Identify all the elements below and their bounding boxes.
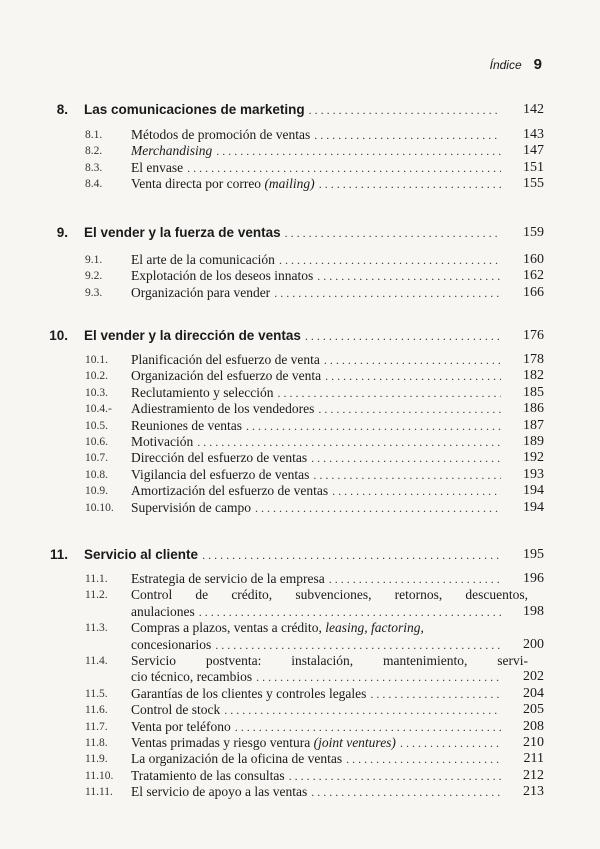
section-page: 143 — [523, 127, 544, 142]
section-title: El arte de la comunicación — [131, 252, 275, 267]
section-title: Supervisión de campo — [131, 499, 251, 515]
section-number: 11.2. — [85, 589, 108, 602]
section-title-italic: (joint ventures) — [313, 734, 396, 750]
section-number: 11.6. — [85, 704, 108, 717]
section-title: El envase — [131, 159, 184, 175]
toc-entry — [0, 434, 600, 450]
section-list — [0, 252, 600, 301]
dot-leader — [255, 500, 501, 516]
chapter-number: 9. — [56, 225, 68, 240]
chapter-9 — [0, 225, 600, 301]
section-number: 8.2. — [85, 145, 103, 158]
section-title: Planificación del esfuerzo de venta — [131, 352, 320, 367]
section-number: 10.9. — [85, 485, 108, 498]
section-number: 9.3. — [85, 286, 103, 299]
section-number: 10.6. — [85, 435, 108, 448]
section-number: 10.4.- — [85, 403, 112, 416]
header-label: Índice — [489, 58, 522, 72]
dot-leader — [279, 252, 501, 268]
section-title: Adiestramiento de los vendedores — [131, 401, 315, 417]
section-page: 147 — [523, 143, 544, 159]
section-page: 166 — [523, 284, 544, 300]
section-page: 196 — [523, 571, 544, 586]
running-header — [490, 56, 542, 73]
section-number: 10.5. — [85, 419, 108, 432]
section-page: 192 — [523, 450, 544, 466]
dot-leader — [216, 143, 501, 159]
section-page: 155 — [523, 176, 544, 192]
toc-entry — [0, 500, 600, 516]
toc-entry — [0, 784, 600, 800]
chapter-number: 8. — [56, 102, 68, 117]
toc-entry — [0, 620, 600, 653]
section-number: 11.7. — [85, 720, 108, 733]
chapter-heading — [0, 102, 600, 122]
section-page: 198 — [523, 603, 544, 619]
dot-leader — [317, 268, 501, 284]
section-number: 10.10. — [85, 501, 114, 514]
dot-leader — [256, 669, 501, 685]
section-title-line1-italic: leasing, factoring, — [325, 620, 424, 636]
toc-entry — [0, 401, 600, 417]
section-number: 11.8. — [85, 736, 108, 749]
section-page: 213 — [523, 784, 544, 800]
dot-leader — [332, 483, 501, 499]
dot-leader — [329, 571, 501, 587]
toc-entry — [0, 719, 600, 735]
toc-entry — [0, 268, 600, 284]
section-page: 193 — [523, 466, 544, 482]
toc-entry — [0, 571, 600, 587]
section-page: 194 — [523, 499, 544, 515]
section-number: 11.1. — [85, 573, 108, 585]
chapter-page: 176 — [523, 328, 544, 343]
dot-leader — [199, 604, 501, 620]
section-title: Reuniones de ventas — [131, 417, 242, 433]
section-list — [0, 571, 600, 801]
chapter-page: 142 — [523, 102, 544, 117]
section-page: 186 — [523, 401, 544, 417]
dot-leader — [277, 385, 501, 401]
section-number: 11.11. — [85, 786, 113, 799]
section-number: 10.2. — [85, 370, 108, 383]
section-page: 178 — [523, 352, 544, 367]
dot-leader — [202, 548, 501, 563]
section-page: 211 — [523, 751, 544, 767]
section-page: 200 — [523, 636, 544, 652]
chapter-title: Las comunicaciones de marketing — [84, 102, 305, 117]
section-number: 11.5. — [85, 687, 108, 700]
chapter-11 — [0, 547, 600, 801]
section-title: El servicio de apoyo a las ventas — [131, 784, 308, 800]
toc-entry — [0, 418, 600, 434]
section-title: Tratamiento de las consultas — [131, 767, 285, 783]
section-title: Venta por teléfono — [131, 718, 231, 734]
chapter-number: 10. — [49, 328, 68, 343]
toc-entry — [0, 686, 600, 702]
section-page: 160 — [523, 252, 544, 267]
section-title: Motivación — [131, 433, 194, 449]
chapter-heading — [0, 547, 600, 567]
section-number: 10.7. — [85, 452, 108, 465]
toc-entry — [0, 587, 600, 620]
toc-entry — [0, 252, 600, 268]
section-page: 151 — [523, 159, 544, 175]
section-title: La organización de la oficina de ventas — [131, 751, 343, 767]
section-number: 11.10. — [85, 769, 114, 782]
section-list — [0, 127, 600, 193]
section-title-italic: (mailing) — [264, 176, 315, 192]
section-title-line2: cio técnico, recambios — [131, 669, 253, 685]
section-title: Organización del esfuerzo de venta — [131, 368, 322, 384]
dot-leader — [309, 103, 501, 118]
section-title: Vigilancia del esfuerzo de ventas — [131, 466, 310, 482]
section-title: Organización para vender — [131, 284, 271, 300]
section-title: Control de stock — [131, 702, 221, 718]
section-title-line1: Control de crédito, subvenciones, retornos, descuentos, — [131, 587, 528, 603]
dot-leader — [187, 160, 501, 176]
dot-leader — [313, 467, 501, 483]
section-number: 11.4. — [85, 654, 108, 667]
section-title: Merchandising — [131, 143, 213, 159]
dot-leader — [289, 768, 501, 784]
chapter-page: 195 — [523, 547, 544, 562]
dot-leader — [311, 784, 501, 800]
chapter-8 — [0, 102, 600, 193]
dot-leader — [324, 352, 501, 368]
section-title: Garantías de los clientes y controles legales — [131, 685, 367, 701]
section-title-line1 — [131, 620, 528, 636]
section-title-line2: concesionarios — [131, 636, 212, 652]
section-page: 204 — [523, 685, 544, 701]
toc-entry — [0, 352, 600, 368]
section-number: 10.8. — [85, 468, 108, 481]
section-number: 8.3. — [85, 161, 103, 174]
toc-entry — [0, 483, 600, 499]
section-number: 9.1. — [85, 254, 103, 266]
toc-entry — [0, 450, 600, 466]
section-page: 202 — [523, 669, 544, 685]
section-number: 8.1. — [85, 129, 103, 141]
section-title: Estrategia de servicio de la empresa — [131, 571, 325, 586]
chapter-heading — [0, 328, 600, 348]
dot-leader — [235, 719, 501, 735]
dot-leader — [319, 176, 501, 192]
toc-entry — [0, 368, 600, 384]
section-number: 9.2. — [85, 270, 103, 283]
section-title: Dirección del esfuerzo de ventas — [131, 450, 308, 466]
section-page: 205 — [523, 702, 544, 718]
section-page: 194 — [523, 483, 544, 499]
section-number: 8.4. — [85, 178, 103, 191]
chapter-10 — [0, 328, 600, 516]
chapter-title: Servicio al cliente — [84, 547, 199, 562]
section-title: Métodos de promoción de ventas — [131, 127, 311, 142]
dot-leader — [197, 434, 501, 450]
toc-entry — [0, 735, 600, 751]
section-page: 162 — [523, 268, 544, 284]
dot-leader — [285, 226, 501, 241]
toc-entry — [0, 768, 600, 784]
dot-leader — [215, 637, 501, 653]
chapter-number: 11. — [49, 547, 68, 562]
section-number: 11.3. — [85, 622, 108, 635]
section-title: Ventas primadas y riesgo ventura — [131, 734, 311, 750]
section-page: 208 — [523, 718, 544, 734]
dot-leader — [346, 751, 501, 767]
section-number: 11.9. — [85, 753, 108, 766]
toc-entry — [0, 160, 600, 176]
section-page: 185 — [523, 384, 544, 400]
toc-entry — [0, 385, 600, 401]
toc-entry — [0, 285, 600, 301]
toc-entry — [0, 127, 600, 143]
header-page-number: 9 — [533, 56, 542, 73]
section-page: 212 — [523, 767, 544, 783]
section-page: 182 — [523, 368, 544, 384]
dot-leader — [311, 450, 501, 466]
section-title-line2: anulaciones — [131, 603, 195, 619]
toc-entry — [0, 467, 600, 483]
dot-leader — [370, 686, 501, 702]
section-page: 189 — [523, 433, 544, 449]
section-number: 10.3. — [85, 386, 108, 399]
section-page: 210 — [523, 734, 544, 750]
dot-leader — [224, 702, 501, 718]
toc-entry — [0, 653, 600, 686]
chapter-title: El vender y la fuerza de ventas — [84, 225, 281, 240]
dot-leader — [246, 418, 501, 434]
section-number: 10.1. — [85, 354, 108, 366]
toc-entry — [0, 176, 600, 192]
dot-leader — [400, 735, 501, 751]
chapter-page: 159 — [523, 225, 544, 240]
section-title: Reclutamiento y selección — [131, 384, 274, 400]
section-title: Amortización del esfuerzo de ventas — [131, 483, 329, 499]
dot-leader — [274, 285, 501, 301]
section-title: Explotación de los deseos innatos — [131, 268, 314, 284]
toc-entry — [0, 751, 600, 767]
section-title-line1-regular: Compras a plazos, ventas a crédito, — [131, 620, 326, 636]
dot-leader — [314, 127, 501, 143]
dot-leader — [305, 329, 501, 344]
toc-entry — [0, 702, 600, 718]
dot-leader — [318, 401, 501, 417]
section-title-line1: Servicio postventa: instalación, mantenimiento, servi- — [131, 652, 528, 668]
dot-leader — [325, 368, 501, 384]
chapter-title: El vender y la dirección de ventas — [84, 328, 301, 343]
toc-entry — [0, 143, 600, 159]
section-list — [0, 352, 600, 516]
section-page: 187 — [523, 417, 544, 433]
chapter-heading — [0, 225, 600, 245]
section-title: Venta directa por correo — [131, 176, 262, 192]
